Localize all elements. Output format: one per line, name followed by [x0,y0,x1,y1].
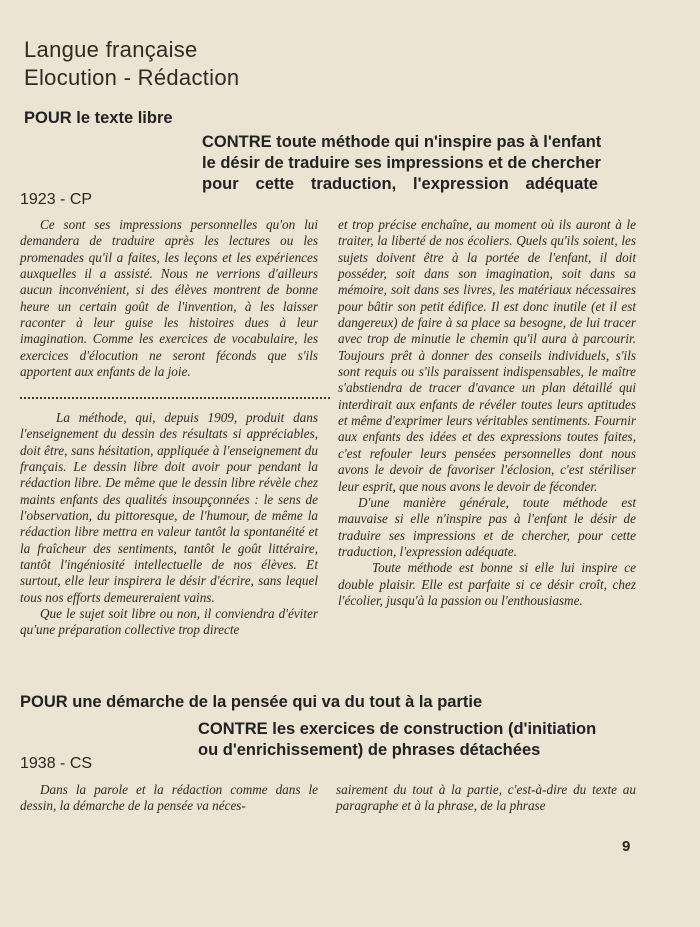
pour-keyword: POUR [24,109,72,127]
section1-year: 1923 - CP [20,191,93,208]
section1-left-column [20,217,318,380]
section1-left-column-lower [20,410,318,639]
contre-text-2: le désir de traduire ses impressions et de chercher [202,154,601,172]
contre-text-3: pour cette traduction, l'expression adéquate [202,175,598,193]
page-header [24,36,239,92]
left-paragraph-1: Dans la parole et la rédaction comme dans le dessin, la démarche de la pensée va néces- [20,782,318,814]
right-paragraph-1: et trop précise enchaîne, au moment où ils auront à le traiter, la liberté de nos écoliers. Quels qu'ils soient, les sujets doivent être à la portée de l'enfant, il doit posséder, soit dans son imagination, soit dans sa mémoire, soit dans ses livres, les matériaux nécessaires pour bâtir son petit édifice. Il est donc inutile (et il est dangereux) de faire à sa place sa besogne, de lui tracer avec trop de minutie le chemin qu'il aura à parcourir. Toujours prêt à donner des conseils individuels, s'ils sont requis ou s'ils paraissent indispensables, le maître s'abstiendra de tracer d'avance un plan détaillé qui interdirait aux enfants de révéler toutes leurs aptitudes et même d'exprimer leurs véritables sentiments. Fournir aux enfants des idées et des expressions toutes faites, c'est refouler leurs pensées personnelles dont nous avons le devoir de favoriser l'éclosion, c'est stériliser leur esprit, que nous avons le devoir de féconder. [338,217,636,494]
header-line-1: Langue française [24,37,198,62]
right-paragraph-2: D'une manière générale, toute méthode est mauvaise si elle n'inspire pas à l'enfant le désir de traduire ses impressions et de chercher, pour cette traduction, l'expression adéquate. [338,494,636,559]
pour-text: le texte libre [71,109,173,127]
section2-contre-heading [198,719,638,761]
header-line-2: Elocution - Rédaction [24,65,240,90]
contre-text-2: ou d'enrichissement) de phrases détachées [198,741,541,759]
section2-left-column [20,782,318,815]
contre-keyword: CONTRE [198,720,268,738]
left-paragraph-3: Que le sujet soit libre ou non, il conviendra d'éviter qu'une préparation collective trop directe [20,606,318,638]
right-paragraph-3: Toute méthode est bonne si elle lui inspire ce double plaisir. Elle est parfaite si ce désir croît, chez l'écolier, jusqu'à la passion ou l'enthousiasme. [338,560,636,608]
section1-pour-heading [24,109,173,128]
section2-right-column [336,782,636,815]
page-number: 9 [622,838,631,855]
left-paragraph-2: La méthode, qui, depuis 1909, produit dans l'enseignement du dessin des résultats si appréciables, doit être, sans hésitation, appliquée à l'enseignement du français. Le dessin libre doit avoir pour pendant la rédaction libre. De même que le dessin libre révèle chez maints enfants des qualités insoupçonnées : le sens de l'observation, du pittoresque, de l'humour, de même la rédaction libre mettra en valeur tantôt la spontanéité et la fraîcheur des sentiments, tantôt le goût littéraire, tantôt l'ingéniosité intellectuelle de nos élèves. Et surtout, elle leur inspirera le désir d'écrire, sans lequel tous nos efforts demeureraient vains. [20,410,318,605]
contre-text-1: les exercices de construction (d'initiation [267,720,597,738]
section2-year: 1938 - CS [20,755,93,772]
section2-pour-heading [20,693,482,712]
left-paragraph-1: Ce sont ses impressions personnelles qu'on lui demandera de traduire après les lectures ou les promenades qu'il a faites, les leçons et les expériences auxquelles il a assisté. Nous ne verrions d'ailleurs aucun inconvénient, si des élèves montrent de bonne heure un certain goût de l'invention, à les laisser raconter à leur guise les histoires dues à leur imagination. Comme les exercices de vocabulaire, les exercices d'élocution ne seront féconds que s'ils apportent aux enfants de la joie. [20,217,318,380]
contre-keyword: CONTRE [202,133,272,151]
pour-text: une démarche de la pensée qui va du tout à la partie [67,693,483,711]
section1-right-column [338,217,636,609]
dotted-separator [20,397,330,399]
contre-text-1: toute méthode qui n'inspire pas à l'enfant [271,133,602,151]
section1-contre-heading [202,132,642,195]
right-paragraph-1: sairement du tout à la partie, c'est-à-dire du texte au paragraphe et à la phrase, de la phrase [336,782,636,814]
pour-keyword: POUR [20,693,68,711]
